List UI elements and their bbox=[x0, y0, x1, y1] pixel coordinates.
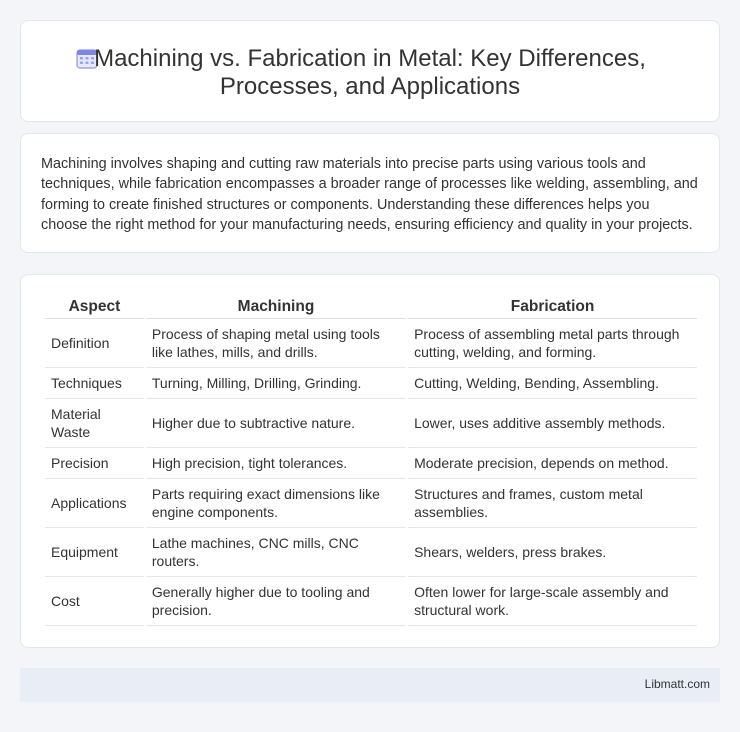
aspect-cell: Equipment bbox=[45, 528, 144, 577]
fabrication-cell: Moderate precision, depends on method. bbox=[408, 448, 697, 479]
page-title-line-2: Processes, and Applications bbox=[219, 73, 521, 100]
table-row bbox=[45, 479, 697, 528]
intro-card bbox=[20, 133, 720, 253]
aspect-cell: Material Waste bbox=[45, 399, 144, 448]
title-card bbox=[20, 20, 720, 122]
table-header-row bbox=[45, 295, 697, 319]
table-row bbox=[45, 448, 697, 479]
page-title-line-1: Machining vs. Fabrication in Metal: Key Differences, bbox=[94, 45, 646, 72]
machining-cell: High precision, tight tolerances. bbox=[146, 448, 406, 479]
fabrication-cell: Cutting, Welding, Bending, Assembling. bbox=[408, 368, 697, 399]
fabrication-cell: Often lower for large-scale assembly and structural work. bbox=[408, 577, 697, 626]
machining-cell: Turning, Milling, Drilling, Grinding. bbox=[146, 368, 406, 399]
fabrication-cell: Structures and frames, custom metal assemblies. bbox=[408, 479, 697, 528]
machining-cell: Lathe machines, CNC mills, CNC routers. bbox=[146, 528, 406, 577]
aspect-cell: Precision bbox=[45, 448, 144, 479]
footer-brand[interactable]: Libmatt.com bbox=[644, 677, 710, 691]
machining-cell: Process of shaping metal using tools like lathes, mills, and drills. bbox=[146, 319, 406, 368]
aspect-cell: Cost bbox=[45, 577, 144, 626]
fabrication-cell: Shears, welders, press brakes. bbox=[408, 528, 697, 577]
table-row bbox=[45, 528, 697, 577]
table-row bbox=[45, 399, 697, 448]
comparison-card bbox=[20, 274, 720, 648]
aspect-cell: Definition bbox=[45, 319, 144, 368]
page-title bbox=[21, 45, 719, 101]
footer-bar bbox=[20, 668, 720, 702]
aspect-cell: Applications bbox=[45, 479, 144, 528]
fabrication-cell: Lower, uses additive assembly methods. bbox=[408, 399, 697, 448]
comparison-table bbox=[43, 295, 699, 626]
intro-paragraph: Machining involves shaping and cutting raw materials into precise parts using various tools and techniques, while fabrication encompasses a broader range of processes like welding, assembling, and forming to create finished structures or components. Understanding these differences helps you choose the right method for your manufacturing needs, ensuring efficiency and quality in your projects. bbox=[41, 156, 698, 233]
machining-cell: Higher due to subtractive nature. bbox=[146, 399, 406, 448]
aspect-cell: Techniques bbox=[45, 368, 144, 399]
fabrication-cell: Process of assembling metal parts through cutting, welding, and forming. bbox=[408, 319, 697, 368]
header-aspect: Aspect bbox=[45, 295, 144, 319]
machining-cell: Generally higher due to tooling and precision. bbox=[146, 577, 406, 626]
header-machining: Machining bbox=[146, 295, 406, 319]
table-row bbox=[45, 319, 697, 368]
header-fabrication: Fabrication bbox=[408, 295, 697, 319]
table-row bbox=[45, 577, 697, 626]
table-row bbox=[45, 368, 697, 399]
machining-cell: Parts requiring exact dimensions like engine components. bbox=[146, 479, 406, 528]
